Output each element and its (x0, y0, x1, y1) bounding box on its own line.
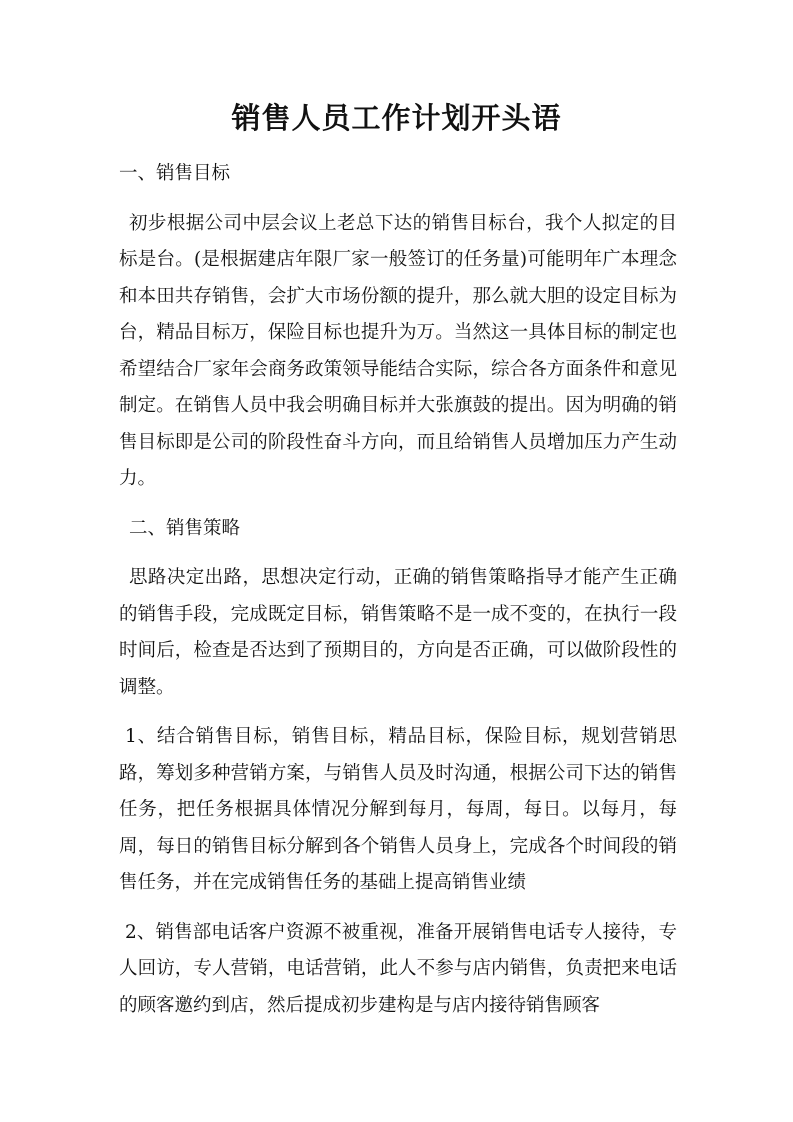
list-item-1: 1、结合销售目标，销售目标，精品目标，保险目标，规划营销思路，筹划多种营销方案，与销售人员及时沟通，根据公司下达的销售任务，把任务根据具体情况分解到每月，每周，每日。以每月，每周，每日的销售目标分解到各个销售人员身上，完成各个时间段的销售任务，并在完成销售任务的基础上提高销售业绩 (119, 726, 677, 893)
paragraph-sales-strategy: 思路决定出路，思想决定行动，正确的销售策略指导才能产生正确的销售手段，完成既定目标，销售策略不是一成不变的，在执行一段时间后，检查是否达到了预期目的，方向是否正确，可以做阶段性的调整。 (119, 567, 677, 698)
document-body (119, 156, 677, 1037)
document-title: 销售人员工作计划开头语 (231, 101, 562, 135)
section-heading-sales-target: 一、销售目标 (119, 163, 231, 184)
section-heading-sales-strategy: 二、销售策略 (129, 517, 241, 539)
list-item-2: 2、销售部电话客户资源不被重视，准备开展销售电话专人接待，专人回访，专人营销，电话营销，此人不参与店内销售，负责把来电话的顾客邀约到店，然后提成初步建构是与店内接待销售顾客 (119, 921, 677, 1016)
paragraph-sales-target: 初步根据公司中层会议上老总下达的销售目标台，我个人拟定的目标是台。(是根据建店年限厂家一般签订的任务量)可能明年广本理念和本田共存销售，会扩大市场份额的提升，那么就大胆的设定目标为台，精品目标万，保险目标也提升为万。当然这一具体目标的制定也希望结合厂家年会商务政策领导能结合实际，综合各方面条件和意见制定。在销售人员中我会明确目标并大张旗鼓的提出。因为明确的销售目标即是公司的阶段性奋斗方向，而且给销售人员增加压力产生动力。 (119, 212, 677, 489)
